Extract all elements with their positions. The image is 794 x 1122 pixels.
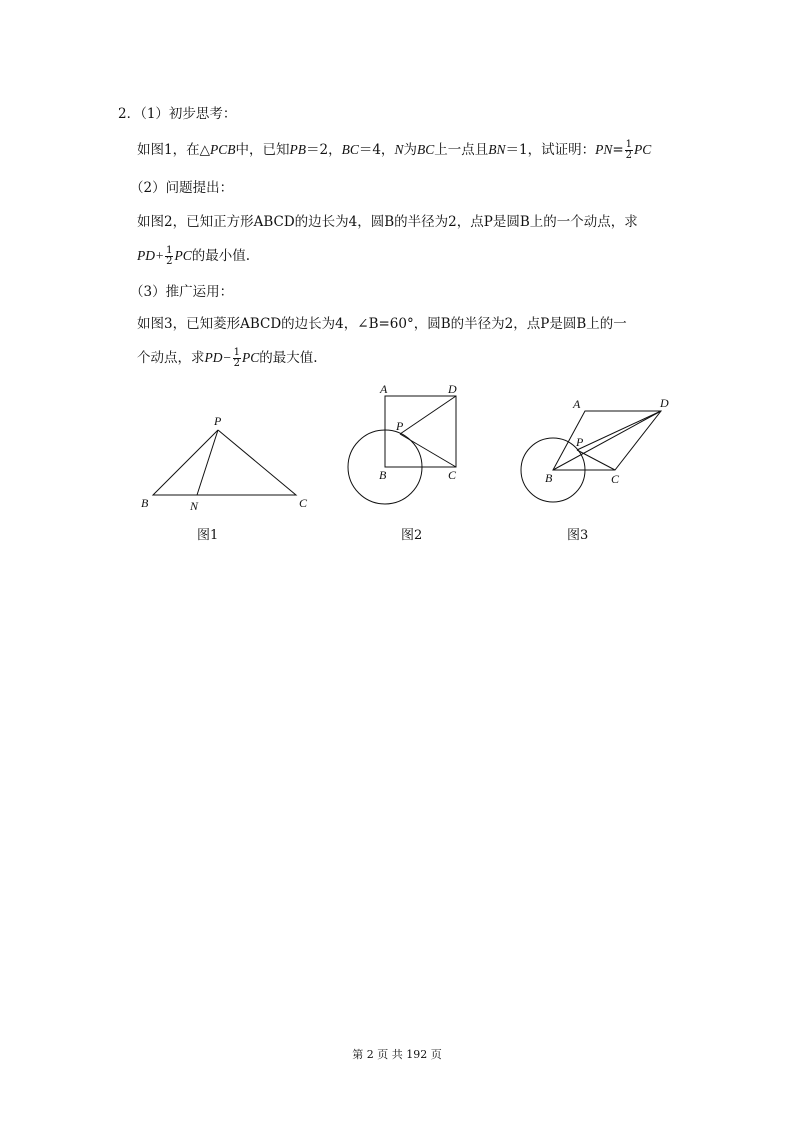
fig3-label-b: B xyxy=(545,471,553,485)
fig3-label-c: C xyxy=(611,472,620,486)
page-footer: 第 2 页 共 192 页 xyxy=(352,1048,442,1061)
fraction-half: $\frac{1}{2}$ xyxy=(166,245,173,267)
fig1-label-n: N xyxy=(190,499,199,513)
fraction-half: $\frac{1}{2}$ xyxy=(233,347,240,369)
part1-label: （1）初步思考： xyxy=(140,106,237,122)
fig1-caption: 图1 xyxy=(197,528,219,543)
fig3-label-p: P xyxy=(576,435,584,449)
figure-1 xyxy=(153,430,296,495)
fig1-label-b: B xyxy=(141,496,149,510)
part2-line2: PD+ $\frac{1}{2}$ PC的最小值. xyxy=(137,245,251,267)
fig1-label-c: C xyxy=(299,496,308,510)
triangle-pbc xyxy=(153,430,296,495)
segment-pc xyxy=(400,434,456,467)
segment-pc xyxy=(577,450,615,470)
fig3-label-d: D xyxy=(660,396,669,410)
part2-line1: 如图2，已知正方形ABCD的边长为4，圆B的半径为2，点P是圆B上的一个动点，求 xyxy=(137,214,638,230)
fig1-label-p: P xyxy=(214,414,222,428)
part3-line2: 个动点，求PD− $\frac{1}{2}$ PC的最大值. xyxy=(137,347,318,369)
part3-label: （3）推广运用： xyxy=(130,284,234,300)
problem-number: 2． xyxy=(118,106,141,122)
fig3-caption: 图3 xyxy=(567,528,589,543)
figure-2 xyxy=(348,396,456,504)
part1-statement: 如图1，在△PCB中，已知PB＝2，BC＝4，N为BC上一点且BN＝1，试证明：PN= $\frac{1}{2}$ PC xyxy=(137,139,652,161)
fig3-label-a: A xyxy=(573,397,581,411)
segment-pd xyxy=(577,411,661,450)
figure-3 xyxy=(521,411,661,502)
part3-line1: 如图3，已知菱形ABCD的边长为4，∠B=60°，圆B的半径为2，点P是圆B上的一 xyxy=(137,316,627,332)
fig2-label-d: D xyxy=(448,382,457,396)
fig2-label-p: P xyxy=(396,419,404,433)
fraction-half: $\frac{1}{2}$ xyxy=(625,139,633,161)
segment-pn xyxy=(197,430,218,495)
fig2-caption: 图2 xyxy=(401,528,423,543)
fig2-label-a: A xyxy=(380,382,388,396)
fig2-label-b: B xyxy=(379,468,387,482)
part2-label: （2）问题提出： xyxy=(130,180,234,196)
segment-pd xyxy=(400,396,456,434)
fig2-label-c: C xyxy=(448,468,457,482)
